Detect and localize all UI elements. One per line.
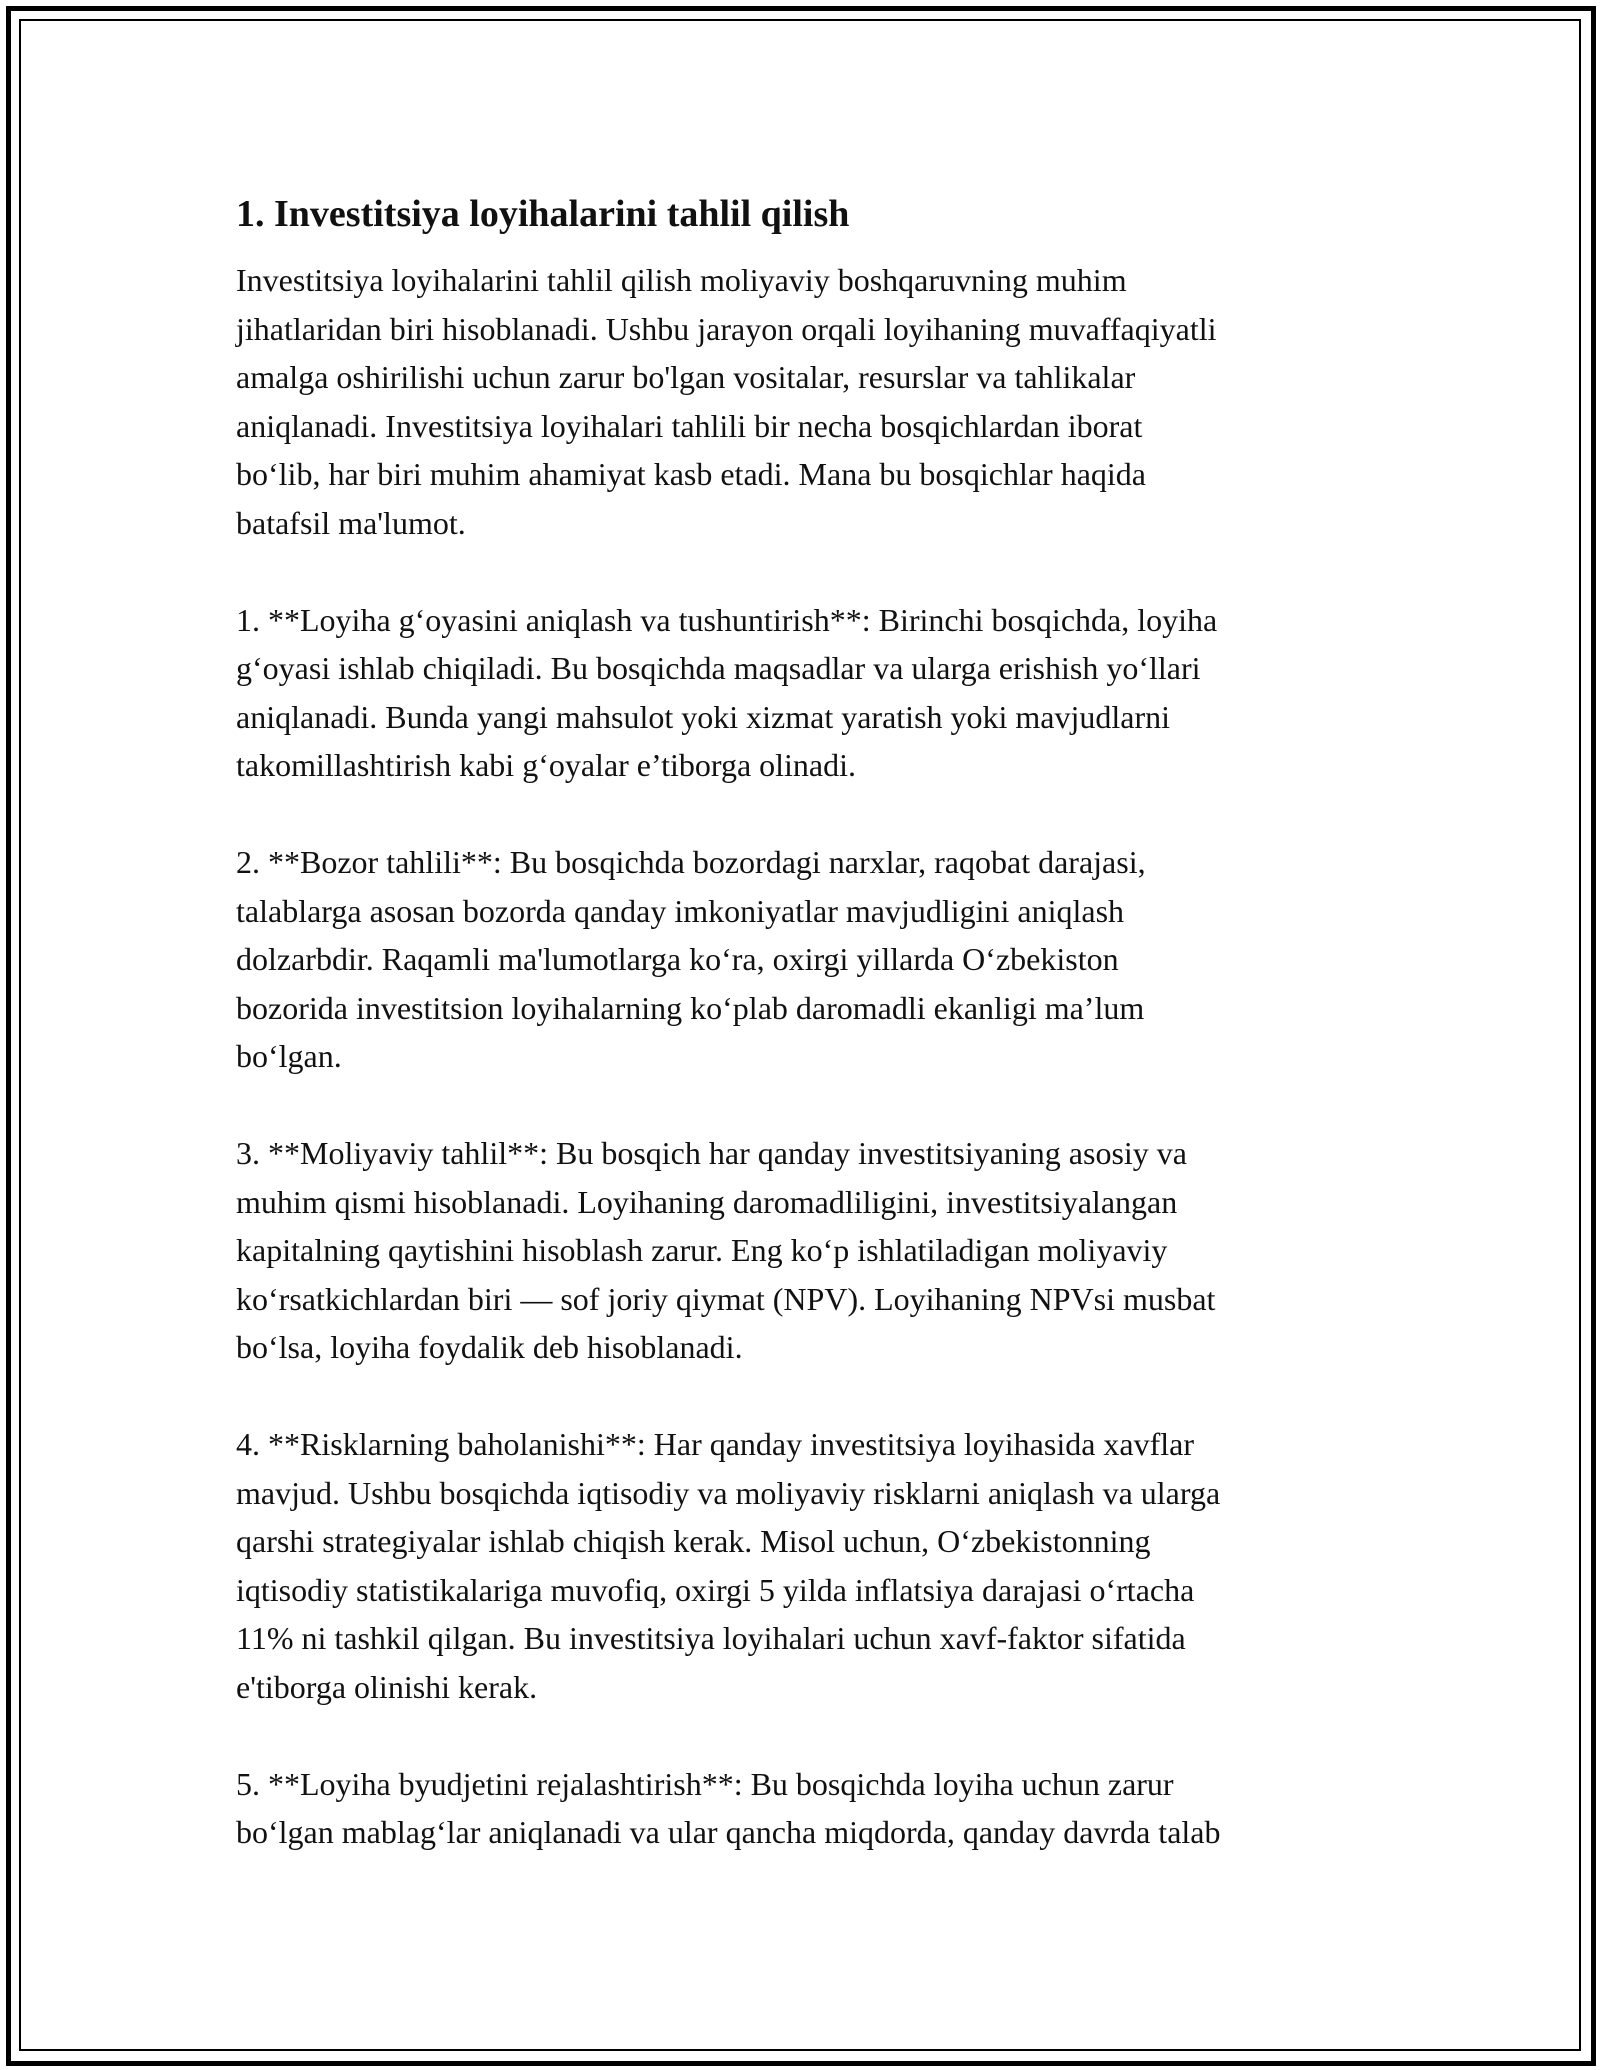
step-paragraph bbox=[236, 1760, 1376, 1857]
paragraph-line: 4. **Risklarning baholanishi**: Har qanday investitsiya loyihasida xavflar bbox=[236, 1426, 1195, 1462]
step-paragraph bbox=[236, 1129, 1376, 1372]
paragraph-line: dolzarbdir. Raqamli ma'lumotlarga ko‘ra, oxirgi yillarda O‘zbekiston bbox=[236, 941, 1119, 977]
paragraph-line: 5. **Loyiha byudjetini rejalashtirish**: Bu bosqichda loyiha uchun zarur bbox=[236, 1765, 1174, 1802]
paragraph-line: g‘oyasi ishlab chiqiladi. Bu bosqichda maqsadlar va ularga erishish yo‘llari bbox=[236, 650, 1201, 686]
paragraph-line: amalga oshirilishi uchun zarur bo'lgan vositalar, resurslar va tahlikalar bbox=[236, 359, 1136, 395]
paragraph-line: bo‘lsa, loyiha foydalik deb hisoblanadi. bbox=[236, 1329, 743, 1365]
paragraph-line: 3. **Moliyaviy tahlil**: Bu bosqich har qanday investitsiyaning asosiy va bbox=[236, 1135, 1187, 1171]
paragraph-list bbox=[236, 256, 1376, 1857]
paragraph-line: talablarga asosan bozorda qanday imkoniyatlar mavjudligini aniqlash bbox=[236, 892, 1125, 929]
paragraph-line: muhim qismi hisoblanadi. Loyihaning daromadliligini, investitsiyalangan bbox=[236, 1183, 1178, 1220]
paragraph-line: aniqlanadi. Investitsiya loyihalari tahlili bir necha bosqichlardan iborat bbox=[236, 407, 1143, 444]
paragraph-line: kapitalning qaytishini hisoblash zarur. Eng ko‘p ishlatiladigan moliyaviy bbox=[236, 1232, 1168, 1268]
paragraph-line: aniqlanadi. Bunda yangi mahsulot yoki xizmat yaratish yoki mavjudlarni bbox=[236, 698, 1171, 735]
paragraph-line: Investitsiya loyihalarini tahlil qilish moliyaviy boshqaruvning muhim bbox=[236, 262, 1127, 298]
paragraph-line: 1. **Loyiha g‘oyasini aniqlash va tushuntirish**: Birinchi bosqichda, loyiha bbox=[236, 601, 1218, 638]
intro-paragraph bbox=[236, 256, 1376, 547]
paragraph-line: bo‘lib, har biri muhim ahamiyat kasb etadi. Mana bu bosqichlar haqida bbox=[236, 456, 1146, 492]
document-title: 1. Investitsiya loyihalarini tahlil qilish bbox=[236, 193, 850, 235]
paragraph-line: ko‘rsatkichlardan biri — sof joriy qiymat (NPV). Loyihaning NPVsi musbat bbox=[236, 1280, 1216, 1317]
paragraph-line: mavjud. Ushbu bosqichda iqtisodiy va moliyaviy risklarni aniqlash va ularga bbox=[236, 1474, 1221, 1511]
paragraph-line: iqtisodiy statistikalariga muvofiq, oxirgi 5 yilda inflatsiya darajasi o‘rtacha bbox=[236, 1571, 1195, 1608]
step-paragraph bbox=[236, 1420, 1376, 1711]
paragraph-line: batafsil ma'lumot. bbox=[236, 504, 466, 541]
paragraph-line: e'tiborga olinishi kerak. bbox=[236, 1668, 538, 1705]
paragraph-line: takomillashtirish kabi g‘oyalar e’tiborga olinadi. bbox=[236, 747, 857, 783]
step-paragraph bbox=[236, 838, 1376, 1081]
step-paragraph bbox=[236, 596, 1376, 790]
paragraph-line: 2. **Bozor tahlili**: Bu bosqichda bozordagi narxlar, raqobat darajasi, bbox=[236, 844, 1146, 880]
paragraph-line: 11% ni tashkil qilgan. Bu investitsiya loyihalari uchun xavf-faktor sifatida bbox=[236, 1620, 1186, 1656]
paragraph-line: jihatlaridan biri hisoblanadi. Ushbu jarayon orqali loyihaning muvaffaqiyatli bbox=[236, 310, 1217, 347]
paragraph-line: bo‘lgan. bbox=[236, 1038, 342, 1074]
paragraph-line: bozorida investitsion loyihalarning ko‘plab daromadli ekanligi ma’lum bbox=[236, 989, 1145, 1026]
paragraph-line: bo‘lgan mablag‘lar aniqlanadi va ular qancha miqdorda, qanday davrda talab bbox=[236, 1814, 1221, 1850]
paragraph-line: qarshi strategiyalar ishlab chiqish kerak. Misol uchun, O‘zbekistonning bbox=[236, 1523, 1151, 1559]
document-body bbox=[236, 188, 1376, 1905]
